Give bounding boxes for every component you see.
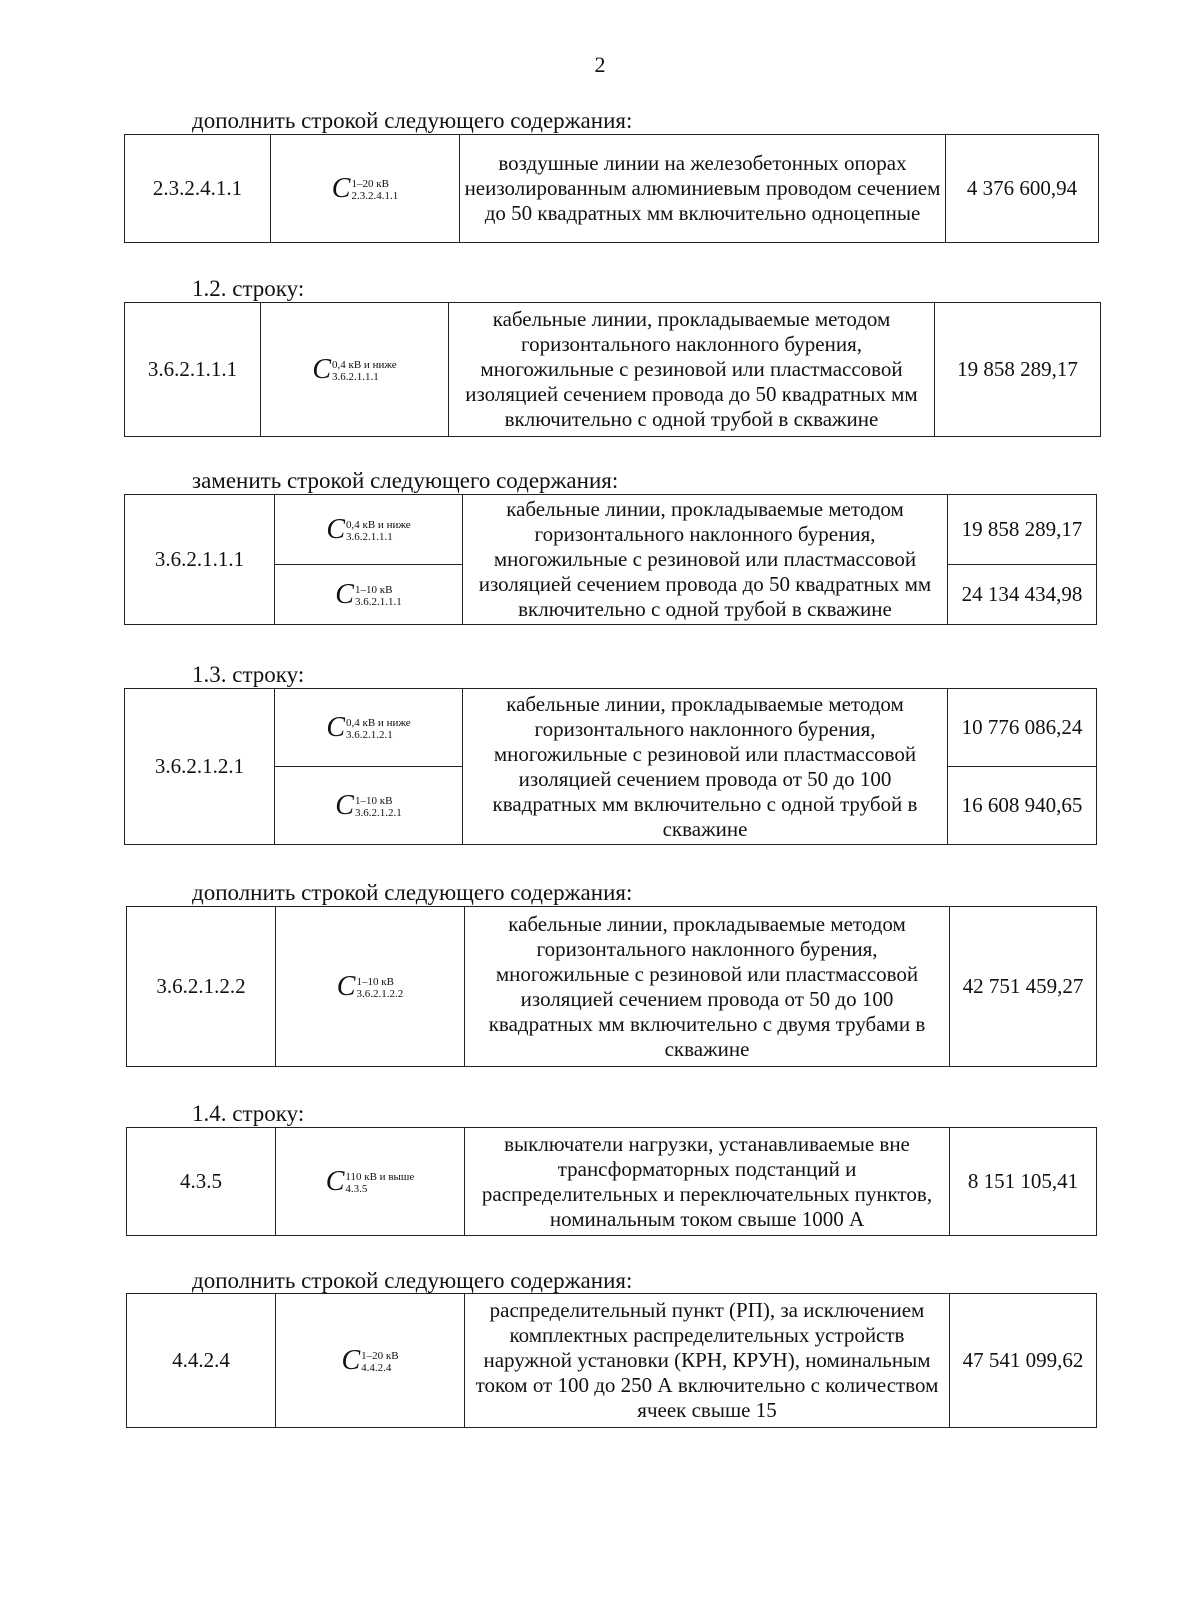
- rate-symbol: C: [336, 970, 356, 1002]
- rate-voltage: 110 кВ и выше: [345, 1171, 415, 1184]
- item-code: 3.6.2.1.1.1: [125, 303, 261, 437]
- tariff-table: [126, 906, 1097, 1067]
- tariff-table: [124, 134, 1099, 243]
- rate-voltage: 0,4 кВ и ниже: [346, 519, 411, 532]
- rate-index: 3.6.2.1.1.1: [332, 371, 379, 384]
- item-description: кабельные линии, прокладываемые методом горизонтального наклонного бурения, многожильные с резиновой или пластмассовой изоляцией сечением провода от 50 до 100 квадратных мм включительно с двумя трубами в скважине: [465, 907, 950, 1067]
- rate-voltage: 1–10 кВ: [354, 795, 393, 808]
- rate-voltage: 1–10 кВ: [354, 584, 393, 597]
- rate-value: 19 858 289,17: [948, 495, 1097, 565]
- rate-formula: [276, 907, 465, 1067]
- rate-value: 42 751 459,27: [950, 907, 1097, 1067]
- section-heading: 1.2. строку:: [192, 276, 305, 301]
- rate-value: 16 608 940,65: [948, 767, 1097, 845]
- section-heading: дополнить строкой следующего содержания:: [192, 880, 633, 905]
- rate-index: 3.6.2.1.2.1: [346, 729, 393, 742]
- rate-formula: [275, 767, 463, 845]
- rate-symbol: C: [335, 789, 354, 821]
- rate-symbol: C: [341, 1344, 361, 1376]
- tariff-table: [126, 1127, 1097, 1236]
- rate-index: 4.4.2.4: [361, 1362, 392, 1375]
- item-description: распределительный пункт (РП), за исключением комплектных распределительных устройств наружной установки (КРН, КРУН), номинальным током от 100 до 250 А включительно с количеством ячеек свыше 15: [465, 1294, 950, 1428]
- rate-symbol: C: [335, 578, 354, 610]
- rate-index: 3.6.2.1.2.1: [354, 807, 402, 820]
- rate-symbol: C: [312, 353, 331, 385]
- rate-index: 3.6.2.1.1.1: [354, 596, 402, 609]
- rate-formula: [261, 303, 449, 437]
- rate-formula: [275, 495, 463, 565]
- section-heading: 1.4. строку:: [192, 1101, 305, 1126]
- rate-index: 2.3.2.4.1.1: [351, 190, 399, 203]
- rate-value: 24 134 434,98: [948, 565, 1097, 625]
- rate-voltage: 1–20 кВ: [351, 178, 389, 191]
- rate-symbol: C: [325, 1165, 345, 1197]
- rate-value: 8 151 105,41: [950, 1128, 1097, 1236]
- rate-value: 19 858 289,17: [935, 303, 1101, 437]
- section-heading: заменить строкой следующего содержания:: [192, 468, 619, 493]
- rate-symbol: C: [326, 513, 345, 545]
- rate-formula: [276, 1128, 465, 1236]
- rate-voltage: 1–20 кВ: [361, 1350, 399, 1363]
- item-code: 3.6.2.1.1.1: [125, 495, 275, 625]
- rate-symbol: C: [331, 172, 351, 204]
- item-code: 2.3.2.4.1.1: [125, 135, 271, 243]
- item-description: воздушные линии на железобетонных опорах неизолированным алюминиевым проводом сечением до 50 квадратных мм включительно одноцепные: [460, 135, 946, 243]
- item-description: кабельные линии, прокладываемые методом горизонтального наклонного бурения, многожильные с резиновой или пластмассовой изоляцией сечением провода от 50 до 100 квадратных мм включительно с одной трубой в скважине: [463, 689, 948, 845]
- rate-voltage: 0,4 кВ и ниже: [346, 717, 411, 730]
- rate-value: 47 541 099,62: [950, 1294, 1097, 1428]
- rate-index: 3.6.2.1.1.1: [346, 531, 393, 544]
- rate-index: 3.6.2.1.2.2: [356, 988, 404, 1001]
- section-heading: дополнить строкой следующего содержания:: [192, 108, 633, 133]
- rate-value: 10 776 086,24: [948, 689, 1097, 767]
- rate-index: 4.3.5: [345, 1183, 368, 1196]
- tariff-table: [126, 1293, 1097, 1428]
- section-heading: 1.3. строку:: [192, 662, 305, 687]
- tariff-table: [124, 688, 1097, 845]
- rate-formula: [275, 689, 463, 767]
- rate-formula: [276, 1294, 465, 1428]
- rate-voltage: 1–10 кВ: [356, 976, 394, 989]
- item-code: 4.4.2.4: [127, 1294, 276, 1428]
- item-code: 3.6.2.1.2.2: [127, 907, 276, 1067]
- section-heading: дополнить строкой следующего содержания:: [192, 1268, 633, 1293]
- tariff-table: [124, 494, 1097, 625]
- item-code: 3.6.2.1.2.1: [125, 689, 275, 845]
- tariff-table: [124, 302, 1101, 437]
- rate-voltage: 0,4 кВ и ниже: [332, 359, 397, 372]
- item-code: 4.3.5: [127, 1128, 276, 1236]
- page-number: 2: [594, 52, 606, 77]
- item-description: кабельные линии, прокладываемые методом горизонтального наклонного бурения, многожильные с резиновой или пластмассовой изоляцией сечением провода до 50 квадратных мм включительно с одной трубой в скважине: [463, 495, 948, 625]
- rate-symbol: C: [326, 711, 345, 743]
- item-description: кабельные линии, прокладываемые методом горизонтального наклонного бурения, многожильные с резиновой или пластмассовой изоляцией сечением провода до 50 квадратных мм включительно с одной трубой в скважине: [449, 303, 935, 437]
- rate-formula: [275, 565, 463, 625]
- rate-formula: [271, 135, 460, 243]
- item-description: выключатели нагрузки, устанавливаемые вне трансформаторных подстанций и распределительных и переключательных пунктов, номинальным током свыше 1000 А: [465, 1128, 950, 1236]
- rate-value: 4 376 600,94: [946, 135, 1099, 243]
